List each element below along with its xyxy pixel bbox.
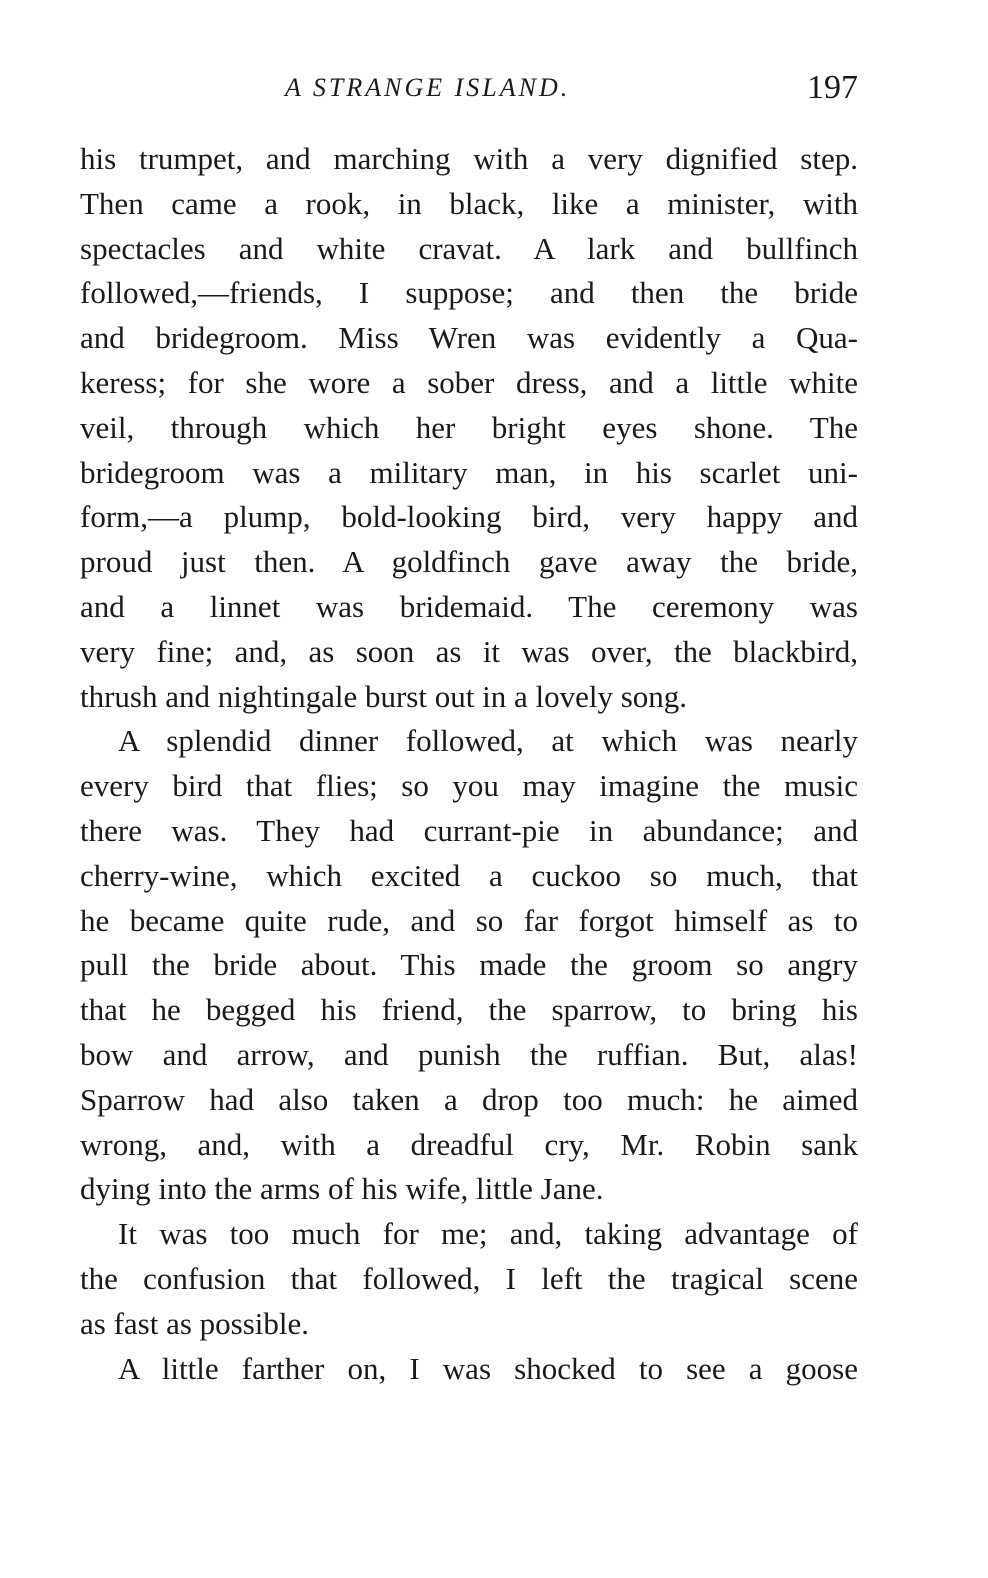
text-line: A little farther on, I was shocked to see a goose [118, 1350, 858, 1386]
running-title: A STRANGE ISLAND. [285, 73, 571, 102]
text-line: thrush and nightingale burst out in a lovely song. [80, 678, 688, 714]
text-line: pull the bride about. This made the groom so angry [80, 947, 858, 983]
paragraph-3 [80, 1212, 858, 1346]
text-line: as fast as possible. [80, 1305, 310, 1341]
paragraph-4 [80, 1347, 858, 1392]
text-line: the confusion that followed, I left the tragical scene [80, 1260, 858, 1296]
text-line: his trumpet, and marching with a very dignified step. [80, 141, 858, 176]
text-line: wrong, and, with a dreadful cry, Mr. Robin sank [80, 1126, 858, 1162]
text-line: Then came a rook, in black, like a minister, with [80, 185, 858, 221]
text-line: and a linnet was bridemaid. The ceremony was [80, 588, 858, 624]
page-number: 197 [807, 69, 858, 106]
text-line: proud just then. A goldfinch gave away the bride, [80, 544, 858, 580]
text-line: every bird that flies; so you may imagine the music [80, 768, 858, 804]
paragraph-2 [80, 719, 858, 1212]
text-line: very fine; and, as soon as it was over, the blackbird, [80, 633, 858, 669]
text-line: keress; for she wore a sober dress, and a little white [80, 364, 858, 400]
text-line: A splendid dinner followed, at which was nearly [118, 723, 858, 759]
text-line: Sparrow had also taken a drop too much: he aimed [80, 1081, 858, 1117]
text-line: cherry-wine, which excited a cuckoo so much, that [80, 857, 858, 893]
text-line: followed,—friends, I suppose; and then the bride [80, 275, 858, 311]
text-line: that he begged his friend, the sparrow, to bring his [80, 992, 858, 1028]
text-line: bridegroom was a military man, in his scarlet uni- [80, 454, 858, 490]
running-head [80, 68, 858, 108]
text-line: and bridegroom. Miss Wren was evidently a Qua- [80, 320, 858, 356]
text-line: he became quite rude, and so far forgot himself as to [80, 902, 858, 938]
text-line: form,—a plump, bold-looking bird, very happy and [80, 499, 858, 535]
body-text [80, 137, 858, 1391]
text-line: there was. They had currant-pie in abundance; and [80, 812, 858, 848]
text-line: veil, through which her bright eyes shone. The [80, 409, 858, 445]
text-line: spectacles and white cravat. A lark and bullfinch [80, 230, 858, 266]
text-line: bow and arrow, and punish the ruffian. But, alas! [80, 1036, 858, 1072]
text-line: It was too much for me; and, taking advantage of [118, 1216, 858, 1252]
paragraph-1 [80, 137, 858, 719]
text-line: dying into the arms of his wife, little Jane. [80, 1171, 604, 1207]
